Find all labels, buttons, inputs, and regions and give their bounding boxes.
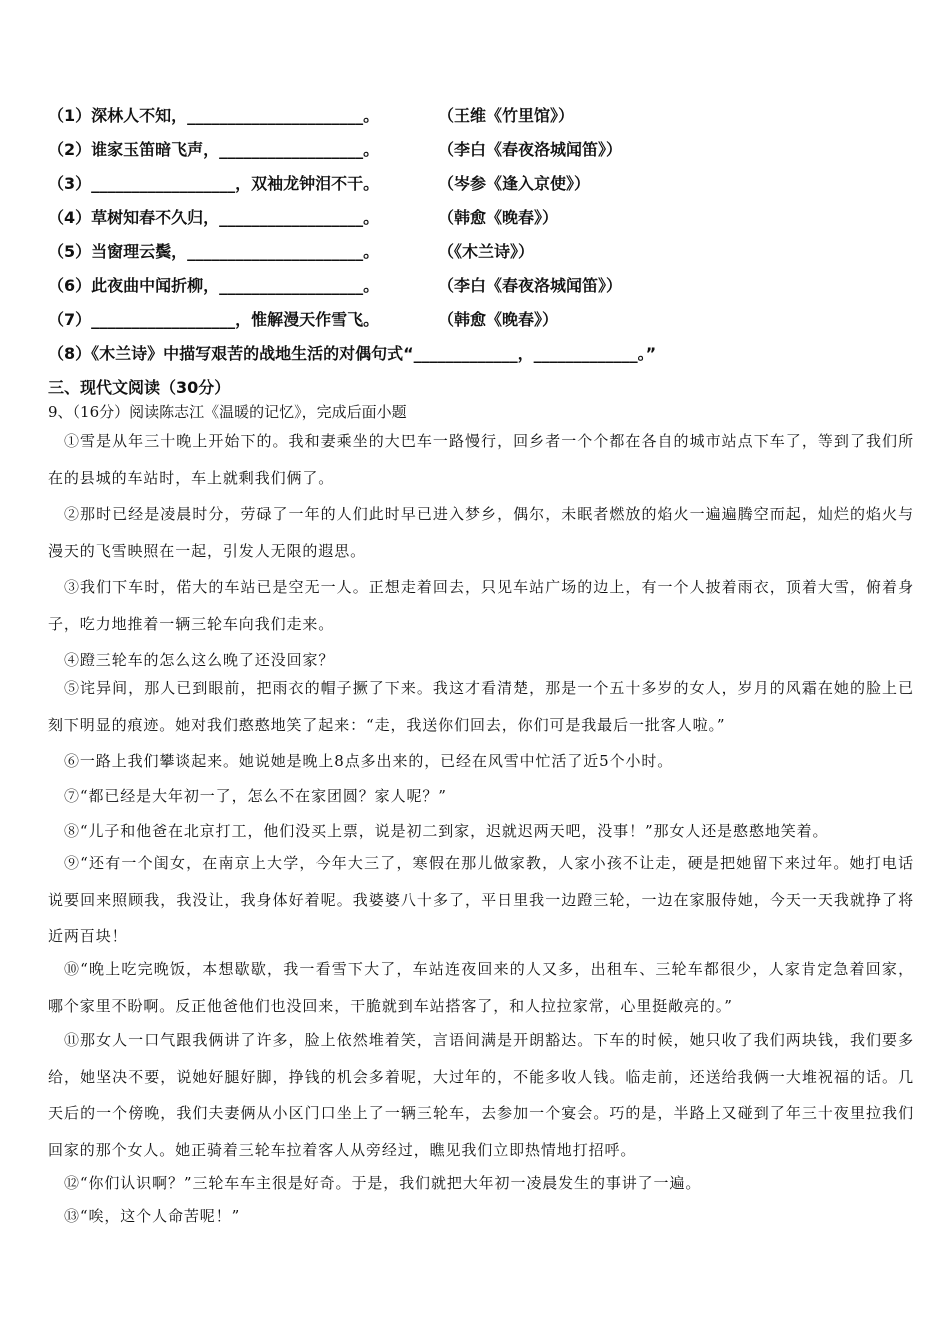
poem-source-6: （李白《春夜洛城闻笛》） bbox=[438, 276, 623, 295]
paragraph-13 bbox=[48, 1198, 914, 1235]
paragraph-5 bbox=[48, 670, 914, 743]
paragraph-3 bbox=[48, 569, 914, 642]
paragraph-text: ④蹬三轮车的怎么这么晚了还没回家？ bbox=[64, 651, 335, 669]
paragraph-10 bbox=[48, 951, 914, 1024]
poem-line-7: （7）__________________，惟解漫天作雪飞。 bbox=[48, 310, 380, 329]
poem-source-4: （韩愈《晚春》） bbox=[438, 208, 559, 227]
poem-line-3: （3）__________________，双袖龙钟泪不干。 bbox=[48, 174, 380, 193]
paragraph-text: ⑨“还有一个闺女，在南京上大学，今年大三了，寒假在那儿做家教，人家小孩不让走，硬是把她留下来过年。她打电话说要回来照顾我，我没让，我身体好着呢。我婆婆八十多了，平日里我一边蹬三轮，一边在家服侍她，今天一天我就挣了将近两百块！ bbox=[48, 854, 914, 945]
paragraph-2 bbox=[48, 496, 914, 569]
paragraph-text: ⑧“儿子和他爸在北京打工，他们没买上票，说是初二到家，迟就迟两天吧，没事！”那女人还是憨憨地笑着。 bbox=[64, 822, 829, 840]
poem-source-2: （李白《春夜洛城闻笛》） bbox=[438, 140, 623, 159]
poem-source-1: （王维《竹里馆》） bbox=[438, 106, 575, 125]
paragraph-text: ①雪是从年三十晚上开始下的。我和妻乘坐的大巴车一路慢行，回乡者一个个都在各自的城市站点下车了，等到了我们所在的县城的车站时，车上就剩我们俩了。 bbox=[48, 432, 914, 487]
paragraph-12 bbox=[48, 1165, 914, 1202]
paragraph-text: ③我们下车时，偌大的车站已是空无一人。正想走着回去，只见车站广场的边上，有一个人披着雨衣，顶着大雪，俯着身子，吃力地推着一辆三轮车向我们走来。 bbox=[48, 578, 914, 633]
poem-line-1: （1）深林人不知，______________________。 bbox=[48, 106, 380, 125]
paragraph-6 bbox=[48, 743, 914, 780]
paragraph-text: ⑪那女人一口气跟我俩讲了许多，脸上依然堆着笑，言语间满是开朗豁达。下车的时候，她只收了我们两块钱，我们要多给，她坚决不要，说她好腿好脚，挣钱的机会多着呢，大过年的，不能多收人钱。临走前，还送给我俩一大堆祝福的话。几天后的一个傍晚，我们夫妻俩从小区门口坐上了一辆三轮车，去参加一个宴会。巧的是，半路上又碰到了年三十夜里拉我们回家的那个女人。她正骑着三轮车拉着客人从旁经过，瞧见我们立即热情地打招呼。 bbox=[48, 1031, 914, 1159]
paragraph-text: ⑩“晚上吃完晚饭，本想歇歇，我一看雪下大了，车站连夜回来的人又多，出租车、三轮车都很少，人家肯定急着回家，哪个家里不盼啊。反正他爸他们也没回来，干脆就到车站搭客了，和人拉拉家常，心里挺敞亮的。” bbox=[48, 960, 914, 1015]
paragraph-text: ⑤诧异间，那人已到眼前，把雨衣的帽子撅了下来。我这才看清楚，那是一个五十多岁的女人，岁月的风霜在她的脸上已刻下明显的痕迹。她对我们憨憨地笑了起来：“走，我送你们回去，你们可是我最后一批客人啦。” bbox=[48, 679, 914, 734]
paragraph-text: ②那时已经是凌晨时分，劳碌了一年的人们此时早已进入梦乡，偶尔，未眠者燃放的焰火一遍遍腾空而起，灿烂的焰火与漫天的飞雪映照在一起，引发人无限的遐思。 bbox=[48, 505, 914, 560]
paragraph-9 bbox=[48, 845, 914, 955]
poem-line-8: （8）《木兰诗》中描写艰苦的战地生活的对偶句式“_____________，_____________。” bbox=[48, 344, 657, 363]
poem-line-5: （5）当窗理云鬓，______________________。 bbox=[48, 242, 380, 261]
paragraph-text: ⑫“你们认识啊？”三轮车车主很是好奇。于是，我们就把大年初一凌晨发生的事讲了一遍。 bbox=[64, 1174, 702, 1192]
poem-line-4: （4）草树知春不久归，__________________。 bbox=[48, 208, 380, 227]
section-title: 三、现代文阅读（30分） bbox=[48, 378, 231, 397]
poem-source-7: （韩愈《晚春》） bbox=[438, 310, 559, 329]
question-title: 9、（16分）阅读陈志江《温暖的记忆》，完成后面小题 bbox=[48, 403, 407, 421]
poem-source-5: （《木兰诗》） bbox=[438, 242, 535, 261]
poem-source-3: （岑参《逢入京使》） bbox=[438, 174, 591, 193]
paragraph-text: ⑬“唉，这个人命苦呢！” bbox=[64, 1207, 241, 1225]
poem-line-2: （2）谁家玉笛暗飞声，__________________。 bbox=[48, 140, 380, 159]
paragraph-text: ⑥一路上我们攀谈起来。她说她是晚上8点多出来的，已经在风雪中忙活了近5个小时。 bbox=[64, 752, 674, 770]
paragraph-11 bbox=[48, 1022, 914, 1168]
paragraph-7 bbox=[48, 778, 914, 815]
paragraph-1 bbox=[48, 423, 914, 496]
poem-line-6: （6）此夜曲中闻折柳，__________________。 bbox=[48, 276, 380, 295]
paragraph-text: ⑦“都已经是大年初一了，怎么不在家团圆？家人呢？” bbox=[64, 787, 447, 805]
